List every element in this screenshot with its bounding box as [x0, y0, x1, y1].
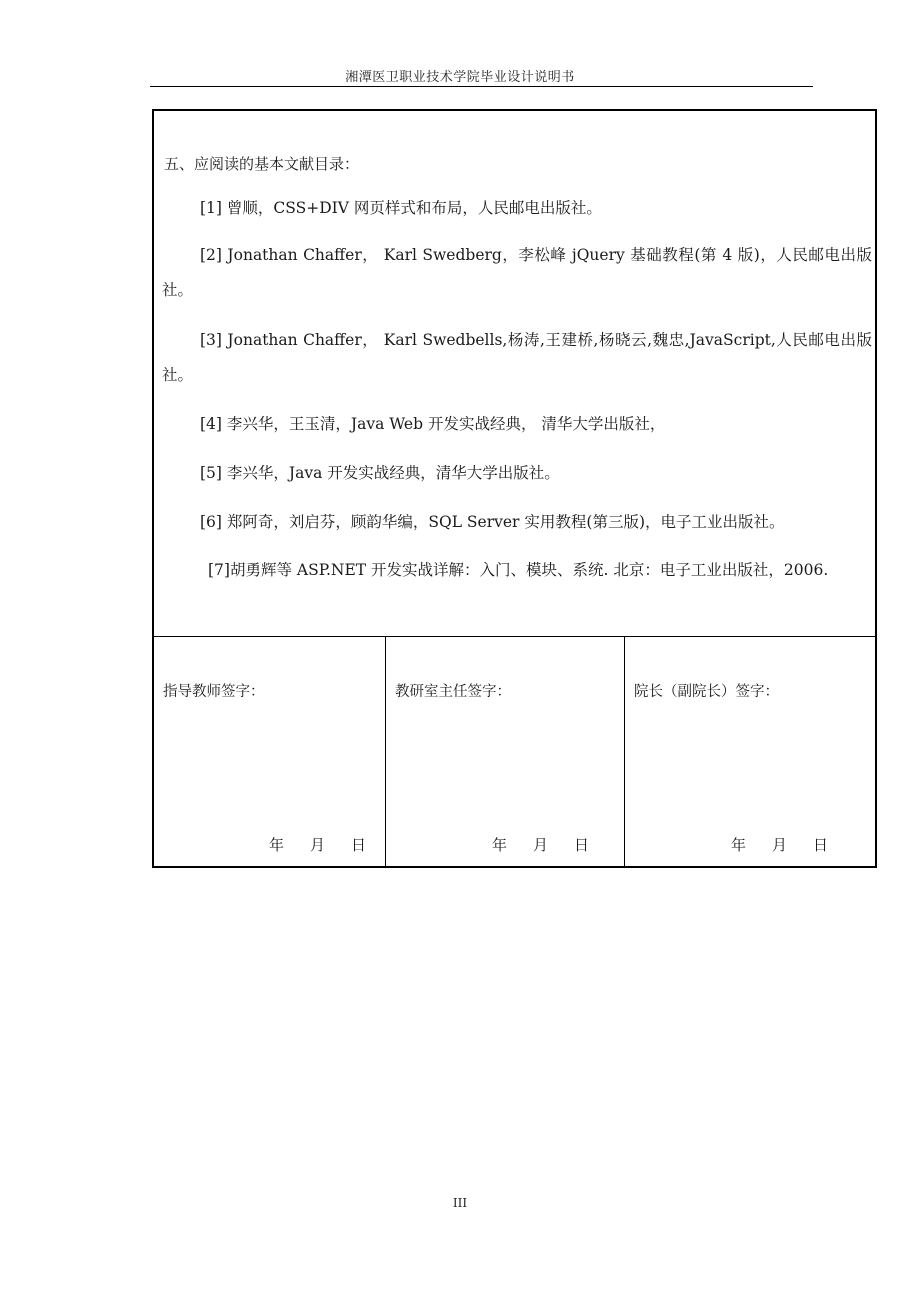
month-label: 月: [772, 836, 788, 854]
director-signature-cell: [386, 637, 625, 866]
day-label: 日: [351, 836, 367, 854]
day-label: 日: [813, 836, 829, 854]
month-label: 月: [310, 836, 326, 854]
references-cell: [154, 111, 875, 637]
advisor-signature-date: [269, 834, 366, 855]
advisor-signature-label: 指导教师签字：: [163, 684, 265, 700]
dean-signature-date: [731, 834, 828, 855]
dean-signature-cell: [625, 637, 875, 866]
task-table: [152, 109, 877, 868]
reference-item-1: [1] 曾顺，CSS+DIV 网页样式和布局，人民邮电出版社。: [200, 199, 602, 217]
reference-item-7: [7]胡勇辉等 ASP.NET 开发实战详解：入门、模块、系统. 北京：电子工业出版社，2006.: [208, 561, 829, 579]
advisor-signature-cell: [154, 637, 386, 866]
reference-item-4: [4] 李兴华，王玉清，Java Web 开发实战经典， 清华大学出版社，: [200, 415, 666, 433]
dean-signature-label: 院长（副院长）签字：: [634, 684, 779, 700]
day-label: 日: [574, 836, 590, 854]
director-signature-date: [492, 834, 589, 855]
director-signature-label: 教研室主任签字：: [395, 684, 511, 700]
year-label: 年: [492, 836, 508, 854]
reference-item-6: [6] 郑阿奇，刘启芬，顾韵华编，SQL Server 实用教程(第三版)，电子工业出版社。: [200, 513, 785, 531]
page-header-title: 湘潭医卫职业技术学院毕业设计说明书: [345, 70, 575, 85]
page-number: III: [452, 1196, 468, 1210]
reference-item-3: [3] Jonathan Chaffer， Karl Swedbells,杨涛,王建桥,杨晓云,魏忠,JavaScript,人民邮电出版社。: [162, 331, 872, 384]
year-label: 年: [269, 836, 285, 854]
reference-item-5: [5] 李兴华，Java 开发实战经典，清华大学出版社。: [200, 464, 560, 482]
header-divider: [150, 86, 813, 87]
month-label: 月: [533, 836, 549, 854]
year-label: 年: [731, 836, 747, 854]
references-section-title: 五、应阅读的基本文献目录：: [164, 155, 360, 173]
reference-item-2: [2] Jonathan Chaffer， Karl Swedberg，李松峰 jQuery 基础教程(第 4 版)，人民邮电出版社。: [162, 246, 872, 299]
